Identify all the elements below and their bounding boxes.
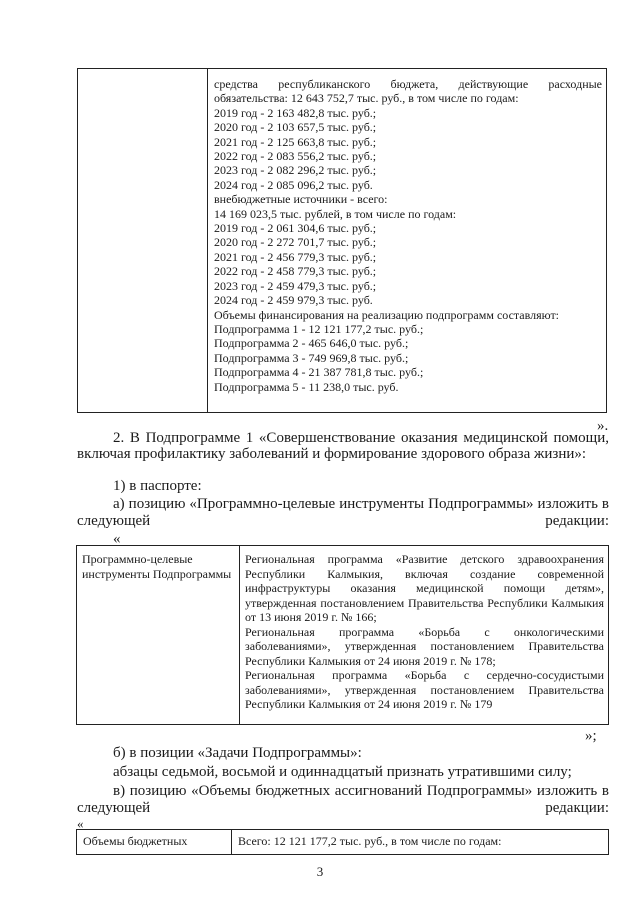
funding-line: Подпрограмма 2 - 465 646,0 тыс. руб.; (214, 336, 409, 351)
budget-table (76, 829, 609, 855)
budget-table-text: Всего: 12 121 177,2 тыс. руб., в том числе по годам: (232, 830, 609, 855)
program-instruments-table (76, 545, 609, 725)
funding-line: 2023 год - 2 459 479,3 тыс. руб.; (214, 278, 377, 293)
funding-line: Подпрограмма 4 - 21 387 781,8 тыс. руб.; (214, 365, 424, 380)
funding-line: обязательства: 12 643 752,7 тыс. руб., в том числе по годам: (214, 91, 519, 106)
funding-line: средства республиканского бюджета, действующие расходные (214, 77, 602, 91)
opening-quote-2: « (77, 816, 84, 831)
budget-table-label: Объемы бюджетных (77, 830, 232, 855)
funding-line: 2020 год - 2 272 701,7 тыс. руб.; (214, 235, 377, 250)
funding-line: внебюджетные источники - всего: (214, 192, 388, 207)
funding-table-text-cell (208, 69, 607, 413)
funding-table-empty-cell (78, 69, 208, 413)
closing-quote: ». (597, 418, 609, 434)
funding-line: 2019 год - 2 061 304,6 тыс. руб.; (214, 221, 377, 236)
funding-line: 2022 год - 2 083 556,2 тыс. руб.; (214, 149, 377, 164)
funding-line: Подпрограмма 5 - 11 238,0 тыс. руб. (214, 379, 399, 394)
opening-quote: « (113, 531, 121, 547)
program-item-1: Региональная программа «Развитие детского здравоохранения Республики Калмыкия, включая создание современной инфраструктуры оказания медицинской помощи детям», утвержденная постановлением Правительства Республики Калмыкия от 13 июня 2019 г. № 166; (245, 552, 604, 624)
funding-line: 14 169 023,5 тыс. рублей, в том числе по годам: (214, 206, 457, 221)
program-table-text (240, 546, 609, 725)
funding-line: 2021 год - 2 125 663,8 тыс. руб.; (214, 134, 377, 149)
funding-line: Подпрограмма 3 - 749 969,8 тыс. руб.; (214, 350, 409, 365)
program-item-3: Региональная программа «Борьба с сердечно-сосудистыми заболеваниями», утвержденная постановлением Правительства Республики Калмыкия от 24 июня 2019 г. № 179 (245, 668, 604, 711)
item-a: а) позицию «Программно-целевые инструменты Подпрограммы» изложить в следующей редакции: (77, 496, 609, 529)
funding-line: 2022 год - 2 458 779,3 тыс. руб.; (214, 264, 377, 279)
paragraphs-void: абзацы седьмой, восьмой и одиннадцатый признать утратившими силу; (113, 764, 572, 780)
funding-table (77, 68, 607, 413)
paragraph-2: 2. В Подпрограмме 1 «Совершенствование оказания медицинской помощи, включая профилактику заболеваний и формирование здорового образа жизни»: (77, 430, 609, 462)
funding-line: 2024 год - 2 085 096,2 тыс. руб. (214, 177, 373, 192)
funding-line: 2021 год - 2 456 779,3 тыс. руб.; (214, 249, 377, 264)
item-b: б) в позиции «Задачи Подпрограммы»: (113, 745, 362, 761)
funding-line: 2020 год - 2 103 657,5 тыс. руб.; (214, 120, 377, 135)
funding-line: 2019 год - 2 163 482,8 тыс. руб.; (214, 105, 377, 120)
funding-line: Подпрограмма 1 - 12 121 177,2 тыс. руб.; (214, 321, 424, 336)
page-number: 3 (316, 864, 324, 879)
item-v: в) позицию «Объемы бюджетных ассигнований Подпрограммы» изложить в следующей редакции: (77, 783, 609, 816)
funding-line: 2024 год - 2 459 979,3 тыс. руб. (214, 293, 373, 308)
funding-line: 2023 год - 2 082 296,2 тыс. руб.; (214, 163, 377, 178)
program-item-2: Региональная программа «Борьба с онкологическими заболеваниями», утвержденная постановлением Правительства Республики Калмыкия от 24 июня 2019 г. № 178; (245, 624, 604, 668)
funding-line: Объемы финансирования на реализацию подпрограмм составляют: (214, 307, 560, 322)
item-1: 1) в паспорте: (113, 478, 202, 494)
program-table-label: Программно-целевые инструменты Подпрограммы (77, 546, 240, 725)
closing-quote-2: »; (585, 728, 597, 744)
